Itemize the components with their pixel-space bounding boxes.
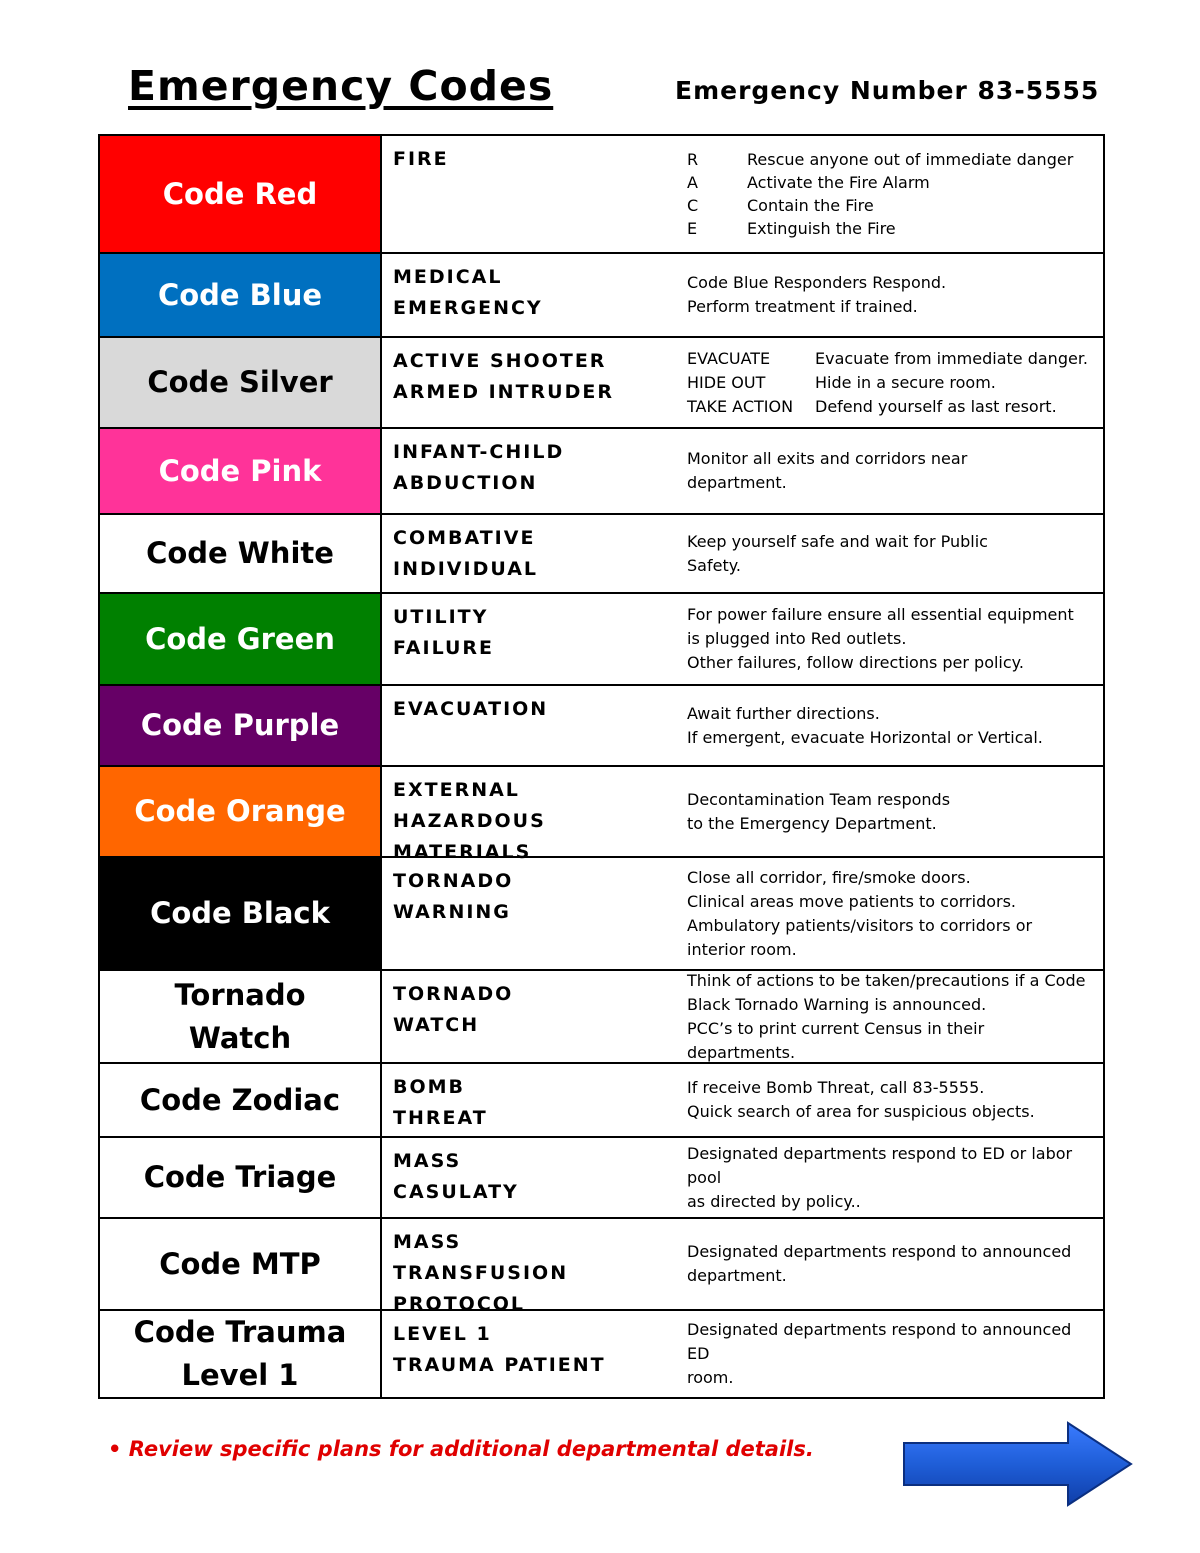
right-arrow-icon[interactable] bbox=[902, 1420, 1134, 1508]
code-name bbox=[100, 594, 382, 684]
code-row bbox=[100, 1136, 1105, 1217]
action-instructions bbox=[667, 686, 1105, 765]
step-letter: R bbox=[687, 150, 699, 169]
page-title: Emergency Codes bbox=[128, 62, 554, 110]
action-instructions bbox=[667, 1064, 1105, 1136]
step-text: Contain the Fire bbox=[747, 196, 874, 215]
code-row bbox=[100, 336, 1105, 427]
code-row bbox=[100, 856, 1105, 969]
code-row bbox=[100, 969, 1105, 1062]
action-instructions bbox=[667, 515, 1105, 592]
emergency-type: ACTIVE SHOOTER ARMED INTRUDER bbox=[393, 350, 614, 403]
emergency-type: MASS CASULATY bbox=[393, 1150, 519, 1203]
step-letter: E bbox=[687, 219, 698, 238]
code-row bbox=[100, 252, 1105, 336]
emergency-type: TORNADO WATCH bbox=[393, 983, 514, 1036]
action-instructions bbox=[667, 136, 1105, 252]
code-name bbox=[100, 858, 382, 969]
code-row bbox=[100, 1217, 1105, 1315]
emergency-type: LEVEL 1 TRAUMA PATIENT bbox=[393, 1323, 606, 1376]
emergency-number: Emergency Number 83-5555 bbox=[675, 76, 1100, 105]
step-text: Rescue anyone out of immediate danger bbox=[747, 150, 1074, 169]
step-letter: C bbox=[687, 196, 699, 215]
code-name-text: Code Black bbox=[150, 896, 330, 930]
action-text: Keep yourself safe and wait for Public Safety. bbox=[687, 531, 988, 575]
code-name bbox=[100, 515, 382, 592]
code-name-text: Code Green bbox=[145, 621, 335, 656]
code-row bbox=[100, 1309, 1105, 1397]
emergency-type: EVACUATION bbox=[393, 698, 549, 720]
footer-note bbox=[108, 1437, 814, 1461]
emergency-type: UTILITY FAILURE bbox=[393, 606, 495, 659]
step-text: Evacuate from immediate danger. bbox=[815, 348, 1089, 368]
action-instructions bbox=[667, 767, 1105, 856]
action-text: Decontamination Team responds to the Emergency Department. bbox=[687, 789, 951, 833]
action-instructions bbox=[667, 858, 1105, 969]
action-text: Close all corridor, fire/smoke doors. Clinical areas move patients to corridors. Ambulatory patients/visitors to corridors or interior room. bbox=[687, 867, 1033, 959]
bullet-icon: • bbox=[108, 1437, 122, 1461]
code-row bbox=[100, 765, 1105, 863]
code-name-text: Code Red bbox=[162, 176, 318, 211]
code-name-text: Code Trauma Level 1 bbox=[133, 1315, 347, 1392]
action-text: Designated departments respond to announced ED room. bbox=[687, 1320, 1072, 1387]
step-letter: A bbox=[687, 173, 698, 192]
code-row bbox=[100, 592, 1105, 684]
action-text: For power failure ensure all essential equipment is plugged into Red outlets. Other failures, follow directions per policy. bbox=[687, 605, 1074, 672]
action-text: Think of actions to be taken/precautions if a Code Black Tornado Warning is announced. PCC’s to print current Census in their departments. bbox=[687, 970, 1086, 1062]
code-name bbox=[100, 686, 382, 765]
action-instructions bbox=[667, 1311, 1105, 1397]
code-name bbox=[100, 429, 382, 513]
action-text: Designated departments respond to ED or labor pool as directed by policy.. bbox=[687, 1143, 1073, 1211]
action-instructions bbox=[667, 429, 1105, 513]
code-row bbox=[100, 136, 1105, 252]
emergency-type: TORNADO WARNING bbox=[393, 870, 514, 923]
emergency-type: MEDICAL EMERGENCY bbox=[393, 266, 543, 319]
action-text: If receive Bomb Threat, call 83-5555. Quick search of area for suspicious objects. bbox=[687, 1078, 1035, 1121]
action-instructions bbox=[667, 254, 1105, 336]
step-text: Extinguish the Fire bbox=[747, 219, 896, 238]
step-text: Activate the Fire Alarm bbox=[747, 173, 930, 192]
action-instructions bbox=[667, 971, 1105, 1062]
code-name-text: Code Triage bbox=[143, 1160, 337, 1194]
emergency-type: BOMB THREAT bbox=[393, 1076, 488, 1129]
code-name bbox=[100, 338, 382, 427]
code-name bbox=[100, 767, 382, 856]
emergency-type: COMBATIVE INDIVIDUAL bbox=[393, 527, 539, 580]
code-row bbox=[100, 427, 1105, 513]
footer-note-text: Review specific plans for additional departmental details. bbox=[128, 1437, 814, 1461]
code-name bbox=[100, 971, 382, 1062]
step-key: HIDE OUT bbox=[687, 372, 766, 392]
code-name bbox=[100, 254, 382, 336]
response-steps bbox=[687, 347, 1088, 419]
code-name-text: Code Silver bbox=[147, 365, 333, 399]
emergency-type: EXTERNAL HAZARDOUS MATERIALS bbox=[393, 779, 546, 863]
emergency-type: INFANT-CHILD ABDUCTION bbox=[393, 441, 565, 494]
code-name bbox=[100, 1311, 382, 1397]
code-row bbox=[100, 684, 1105, 765]
emergency-type: MASS TRANSFUSION PROTOCOL bbox=[393, 1231, 569, 1315]
step-text: Hide in a secure room. bbox=[815, 372, 996, 392]
code-name bbox=[100, 136, 382, 252]
emergency-codes-table bbox=[98, 134, 1105, 1399]
action-text: Await further directions. If emergent, evacuate Horizontal or Vertical. bbox=[687, 703, 1043, 747]
action-instructions bbox=[667, 594, 1105, 684]
code-name-text: Code Pink bbox=[158, 453, 322, 488]
step-key: TAKE ACTION bbox=[687, 396, 794, 416]
code-row bbox=[100, 513, 1105, 592]
action-instructions bbox=[667, 1219, 1105, 1309]
action-instructions bbox=[667, 338, 1105, 427]
code-name bbox=[100, 1138, 382, 1217]
action-text: Code Blue Responders Respond. Perform treatment if trained. bbox=[687, 273, 947, 316]
action-instructions bbox=[667, 1138, 1105, 1217]
code-name-text: Code White bbox=[146, 536, 334, 570]
code-name-text: Tornado Watch bbox=[174, 977, 306, 1055]
race-steps bbox=[687, 148, 1073, 240]
step-text: Defend yourself as last resort. bbox=[815, 396, 1057, 416]
emergency-type: FIRE bbox=[393, 148, 449, 170]
code-name-text: Code Blue bbox=[157, 277, 323, 312]
action-text: Designated departments respond to announced department. bbox=[687, 1242, 1072, 1285]
code-name-text: Code Purple bbox=[140, 708, 340, 742]
code-name bbox=[100, 1219, 382, 1309]
code-name bbox=[100, 1064, 382, 1136]
code-row bbox=[100, 1062, 1105, 1136]
step-key: EVACUATE bbox=[687, 348, 771, 368]
action-text: Monitor all exits and corridors near department. bbox=[687, 449, 968, 492]
code-name-text: Code Zodiac bbox=[139, 1082, 341, 1117]
code-name-text: Code Orange bbox=[134, 794, 346, 828]
code-name-text: Code MTP bbox=[159, 1246, 321, 1281]
